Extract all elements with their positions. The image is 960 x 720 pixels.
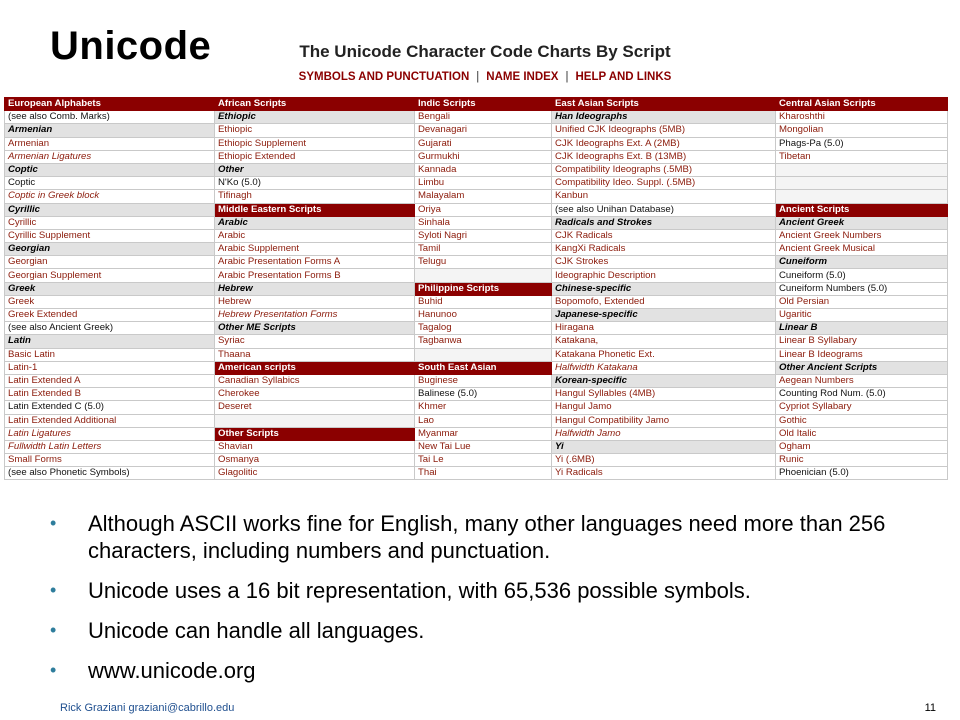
script-link-cell[interactable]: Gujarati	[415, 137, 552, 150]
table-row	[5, 348, 948, 361]
script-link-cell[interactable]: Devanagari	[415, 124, 552, 137]
script-link-cell[interactable]: Coptic in Greek block	[5, 190, 215, 203]
table-row	[5, 243, 948, 256]
bullet-dot-icon: •	[50, 580, 57, 600]
slide-title: Unicode	[50, 24, 212, 68]
script-link-cell[interactable]: New Tai Lue	[415, 440, 552, 453]
subcategory-cell: Han Ideographs	[552, 111, 776, 124]
script-link-cell[interactable]: Oriya	[415, 203, 552, 216]
table-row	[5, 401, 948, 414]
subcategory-cell: Arabic	[215, 216, 415, 229]
script-link-cell[interactable]: Osmanya	[215, 454, 415, 467]
script-link-cell[interactable]: Armenian	[5, 137, 215, 150]
script-link-cell: Cuneiform Numbers (5.0)	[776, 282, 948, 295]
script-link-cell[interactable]: Unified CJK Ideographs (5MB)	[552, 124, 776, 137]
chart-nav	[0, 71, 960, 83]
script-link-cell: (see also Comb. Marks)	[5, 111, 215, 124]
table-row	[5, 388, 948, 401]
table-row	[5, 335, 948, 348]
category-header: Central Asian Scripts	[776, 98, 948, 111]
table-row	[5, 111, 948, 124]
unicode-link[interactable]: www.unicode.org	[88, 658, 256, 683]
script-link-cell[interactable]: Mongolian	[776, 124, 948, 137]
script-link-cell[interactable]: Runic	[776, 454, 948, 467]
category-header: Philippine Scripts	[415, 282, 552, 295]
table-row	[5, 256, 948, 269]
script-link-cell[interactable]: Cyrillic Supplement	[5, 229, 215, 242]
script-link-cell[interactable]: Thai	[415, 467, 552, 480]
script-link-cell[interactable]: Latin Extended B	[5, 388, 215, 401]
script-link-cell[interactable]: Syriac	[215, 335, 415, 348]
script-link-cell[interactable]: Telugu	[415, 256, 552, 269]
table-row	[5, 229, 948, 242]
subcategory-cell: Greek	[5, 282, 215, 295]
table-row	[5, 282, 948, 295]
empty-cell	[776, 177, 948, 190]
script-link-cell[interactable]: CJK Ideographs Ext. B (13MB)	[552, 150, 776, 163]
category-header: Ancient Scripts	[776, 203, 948, 216]
script-link-cell[interactable]: Bopomofo, Extended	[552, 295, 776, 308]
table-row	[5, 98, 948, 111]
script-link-cell[interactable]: Compatibility Ideographs (.5MB)	[552, 163, 776, 176]
bullet-dot-icon: •	[50, 620, 57, 640]
script-link-cell[interactable]: Glagolitic	[215, 467, 415, 480]
script-link-cell[interactable]: Tibetan	[776, 150, 948, 163]
script-link-cell[interactable]: CJK Ideographs Ext. A (2MB)	[552, 137, 776, 150]
subcategory-cell: Radicals and Strokes	[552, 216, 776, 229]
bullet-item: • Unicode uses a 16 bit representation, with 65,536 possible symbols.	[50, 578, 751, 603]
category-header: Middle Eastern Scripts	[215, 203, 415, 216]
script-link-cell[interactable]: Ancient Greek Musical	[776, 243, 948, 256]
script-link-cell[interactable]: Linear B Ideograms	[776, 348, 948, 361]
script-link-cell: Latin Extended C (5.0)	[5, 401, 215, 414]
script-link-cell[interactable]: Tamil	[415, 243, 552, 256]
table-row	[5, 361, 948, 374]
table-row	[5, 150, 948, 163]
table-row	[5, 440, 948, 453]
script-link-cell: Cuneiform (5.0)	[776, 269, 948, 282]
script-link-cell[interactable]: Kanbun	[552, 190, 776, 203]
script-link-cell[interactable]: Hebrew	[215, 295, 415, 308]
script-link-cell[interactable]: Ugaritic	[776, 309, 948, 322]
nav-link-name-index[interactable]: NAME INDEX	[486, 71, 559, 83]
table-row	[5, 414, 948, 427]
empty-cell	[776, 163, 948, 176]
category-header: East Asian Scripts	[552, 98, 776, 111]
subcategory-cell: Cuneiform	[776, 256, 948, 269]
script-link-cell[interactable]: Aegean Numbers	[776, 374, 948, 387]
table-row	[5, 163, 948, 176]
subcategory-cell: Japanese-specific	[552, 309, 776, 322]
nav-link-symbols[interactable]: SYMBOLS AND PUNCTUATION	[298, 71, 470, 83]
script-link-cell[interactable]: Gurmukhi	[415, 150, 552, 163]
script-link-cell[interactable]: Greek	[5, 295, 215, 308]
subcategory-cell: Linear B	[776, 322, 948, 335]
table-row	[5, 137, 948, 150]
script-link-cell[interactable]: Tai Le	[415, 454, 552, 467]
category-header: Indic Scripts	[415, 98, 552, 111]
script-link-cell[interactable]: Ideographic Description	[552, 269, 776, 282]
script-link-cell: Balinese (5.0)	[415, 388, 552, 401]
category-header: American scripts	[215, 361, 415, 374]
script-link-cell[interactable]: Cherokee	[215, 388, 415, 401]
subcategory-cell: Coptic	[5, 163, 215, 176]
script-link-cell: Coptic	[5, 177, 215, 190]
table-row	[5, 216, 948, 229]
script-link-cell[interactable]: Tagbanwa	[415, 335, 552, 348]
empty-cell	[776, 190, 948, 203]
empty-cell	[415, 269, 552, 282]
script-link-cell[interactable]: Hiragana	[552, 322, 776, 335]
category-header: African Scripts	[215, 98, 415, 111]
category-header: European Alphabets	[5, 98, 215, 111]
subcategory-cell: Ethiopic	[215, 111, 415, 124]
table-row	[5, 454, 948, 467]
script-link-cell: Phoenician (5.0)	[776, 467, 948, 480]
script-link-cell[interactable]: Georgian	[5, 256, 215, 269]
subcategory-cell: Other ME Scripts	[215, 322, 415, 335]
nav-separator: |	[476, 71, 480, 83]
script-link-cell[interactable]: Greek Extended	[5, 309, 215, 322]
script-link-cell[interactable]: Latin Extended Additional	[5, 414, 215, 427]
script-link-cell[interactable]: Cypriot Syllabary	[776, 401, 948, 414]
subcategory-cell: Other	[215, 163, 415, 176]
script-link-cell[interactable]: CJK Strokes	[552, 256, 776, 269]
script-link-cell[interactable]: Old Italic	[776, 427, 948, 440]
table-row	[5, 177, 948, 190]
script-link-cell[interactable]: Sinhala	[415, 216, 552, 229]
script-link-cell[interactable]: Hanunoo	[415, 309, 552, 322]
script-link-cell[interactable]: Buginese	[415, 374, 552, 387]
subcategory-cell: Armenian	[5, 124, 215, 137]
table-row	[5, 427, 948, 440]
script-link-cell[interactable]: Shavian	[215, 440, 415, 453]
script-link-cell: (see also Unihan Database)	[552, 203, 776, 216]
script-link-cell[interactable]: Ethiopic Supplement	[215, 137, 415, 150]
script-link-cell[interactable]: Yi Radicals	[552, 467, 776, 480]
script-charts-table	[4, 97, 948, 480]
table-row	[5, 309, 948, 322]
subcategory-cell: Yi	[552, 440, 776, 453]
script-link-cell[interactable]: Bengali	[415, 111, 552, 124]
script-link-cell[interactable]: Malayalam	[415, 190, 552, 203]
script-link-cell[interactable]: Yi (.6MB)	[552, 454, 776, 467]
script-link-cell: Phags-Pa (5.0)	[776, 137, 948, 150]
script-link-cell[interactable]: Ogham	[776, 440, 948, 453]
table-row	[5, 190, 948, 203]
script-link-cell[interactable]: Ancient Greek Numbers	[776, 229, 948, 242]
script-link-cell[interactable]: Buhid	[415, 295, 552, 308]
subcategory-cell: Georgian	[5, 243, 215, 256]
subcategory-cell: Other Ancient Scripts	[776, 361, 948, 374]
script-link-cell[interactable]: Cyrillic	[5, 216, 215, 229]
script-link-cell: (see also Ancient Greek)	[5, 322, 215, 335]
script-link-cell[interactable]: CJK Radicals	[552, 229, 776, 242]
script-link-cell[interactable]: Ethiopic Extended	[215, 150, 415, 163]
script-link-cell: N'Ko (5.0)	[215, 177, 415, 190]
script-link-cell[interactable]: Latin Extended A	[5, 374, 215, 387]
empty-cell	[215, 414, 415, 427]
script-link-cell[interactable]: Linear B Syllabary	[776, 335, 948, 348]
subcategory-cell: Korean-specific	[552, 374, 776, 387]
subcategory-cell: Hebrew	[215, 282, 415, 295]
script-link-cell[interactable]: Katakana Phonetic Ext.	[552, 348, 776, 361]
script-link-cell[interactable]: Old Persian	[776, 295, 948, 308]
subcategory-cell: Cyrillic	[5, 203, 215, 216]
table-row	[5, 124, 948, 137]
script-link-cell[interactable]: Small Forms	[5, 454, 215, 467]
table-row	[5, 322, 948, 335]
script-link-cell[interactable]: Basic Latin	[5, 348, 215, 361]
category-header: South East Asian	[415, 361, 552, 374]
script-link-cell[interactable]: Tifinagh	[215, 190, 415, 203]
category-header: Other Scripts	[215, 427, 415, 440]
script-link-cell[interactable]: Kannada	[415, 163, 552, 176]
bullet-list	[50, 510, 930, 697]
script-link-cell[interactable]: Arabic	[215, 229, 415, 242]
script-link-cell: (see also Phonetic Symbols)	[5, 467, 215, 480]
nav-link-help[interactable]: HELP AND LINKS	[575, 71, 672, 83]
chart-heading: The Unicode Character Code Charts By Script	[299, 42, 671, 61]
script-link-cell[interactable]: Armenian Ligatures	[5, 150, 215, 163]
bullet-dot-icon: •	[50, 513, 57, 533]
script-link-cell[interactable]: Ethiopic	[215, 124, 415, 137]
script-link-cell[interactable]: Arabic Presentation Forms B	[215, 269, 415, 282]
bullet-item: • Unicode can handle all languages.	[50, 618, 425, 643]
script-link-cell[interactable]: Hangul Syllables (4MB)	[552, 388, 776, 401]
script-link-cell[interactable]: Gothic	[776, 414, 948, 427]
script-link-cell[interactable]: Myanmar	[415, 427, 552, 440]
bullet-item	[50, 657, 930, 684]
script-link-cell[interactable]: Syloti Nagri	[415, 229, 552, 242]
script-link-cell[interactable]: Georgian Supplement	[5, 269, 215, 282]
table-row	[5, 203, 948, 216]
script-link-cell[interactable]: Latin Ligatures	[5, 427, 215, 440]
script-link-cell[interactable]: Katakana,	[552, 335, 776, 348]
table-row	[5, 295, 948, 308]
script-link-cell[interactable]: Fullwidth Latin Letters	[5, 440, 215, 453]
script-link-cell[interactable]: Canadian Syllabics	[215, 374, 415, 387]
script-link-cell[interactable]: Deseret	[215, 401, 415, 414]
script-link-cell[interactable]: Halfwidth Katakana	[552, 361, 776, 374]
script-link-cell[interactable]: Lao	[415, 414, 552, 427]
table-row	[5, 269, 948, 282]
script-link-cell[interactable]: Hangul Compatibility Jamo	[552, 414, 776, 427]
script-link-cell[interactable]: KangXi Radicals	[552, 243, 776, 256]
script-link-cell[interactable]: Hebrew Presentation Forms	[215, 309, 415, 322]
script-link-cell[interactable]: Tagalog	[415, 322, 552, 335]
script-link-cell[interactable]: Compatibility Ideo. Suppl. (.5MB)	[552, 177, 776, 190]
script-link-cell[interactable]: Arabic Presentation Forms A	[215, 256, 415, 269]
script-link-cell[interactable]: Khmer	[415, 401, 552, 414]
script-link-cell[interactable]: Latin-1	[5, 361, 215, 374]
script-link-cell[interactable]: Halfwidth Jamo	[552, 427, 776, 440]
subcategory-cell: Ancient Greek	[776, 216, 948, 229]
footer-author: Rick Graziani graziani@cabrillo.edu	[60, 702, 235, 714]
page-number: 11	[924, 702, 936, 714]
table-row	[5, 467, 948, 480]
bullet-dot-icon: •	[50, 660, 57, 680]
script-link-cell[interactable]: Limbu	[415, 177, 552, 190]
script-link-cell[interactable]: Hangul Jamo	[552, 401, 776, 414]
script-link-cell[interactable]: Arabic Supplement	[215, 243, 415, 256]
table-row	[5, 374, 948, 387]
subcategory-cell: Chinese-specific	[552, 282, 776, 295]
script-link-cell[interactable]: Thaana	[215, 348, 415, 361]
empty-cell	[415, 348, 552, 361]
script-link-cell: Counting Rod Num. (5.0)	[776, 388, 948, 401]
subcategory-cell: Latin	[5, 335, 215, 348]
script-link-cell[interactable]: Kharoshthi	[776, 111, 948, 124]
nav-separator: |	[565, 71, 569, 83]
bullet-item: • Although ASCII works fine for English, many other languages need more than 256 characters, including numbers and punctuation.	[50, 511, 886, 563]
